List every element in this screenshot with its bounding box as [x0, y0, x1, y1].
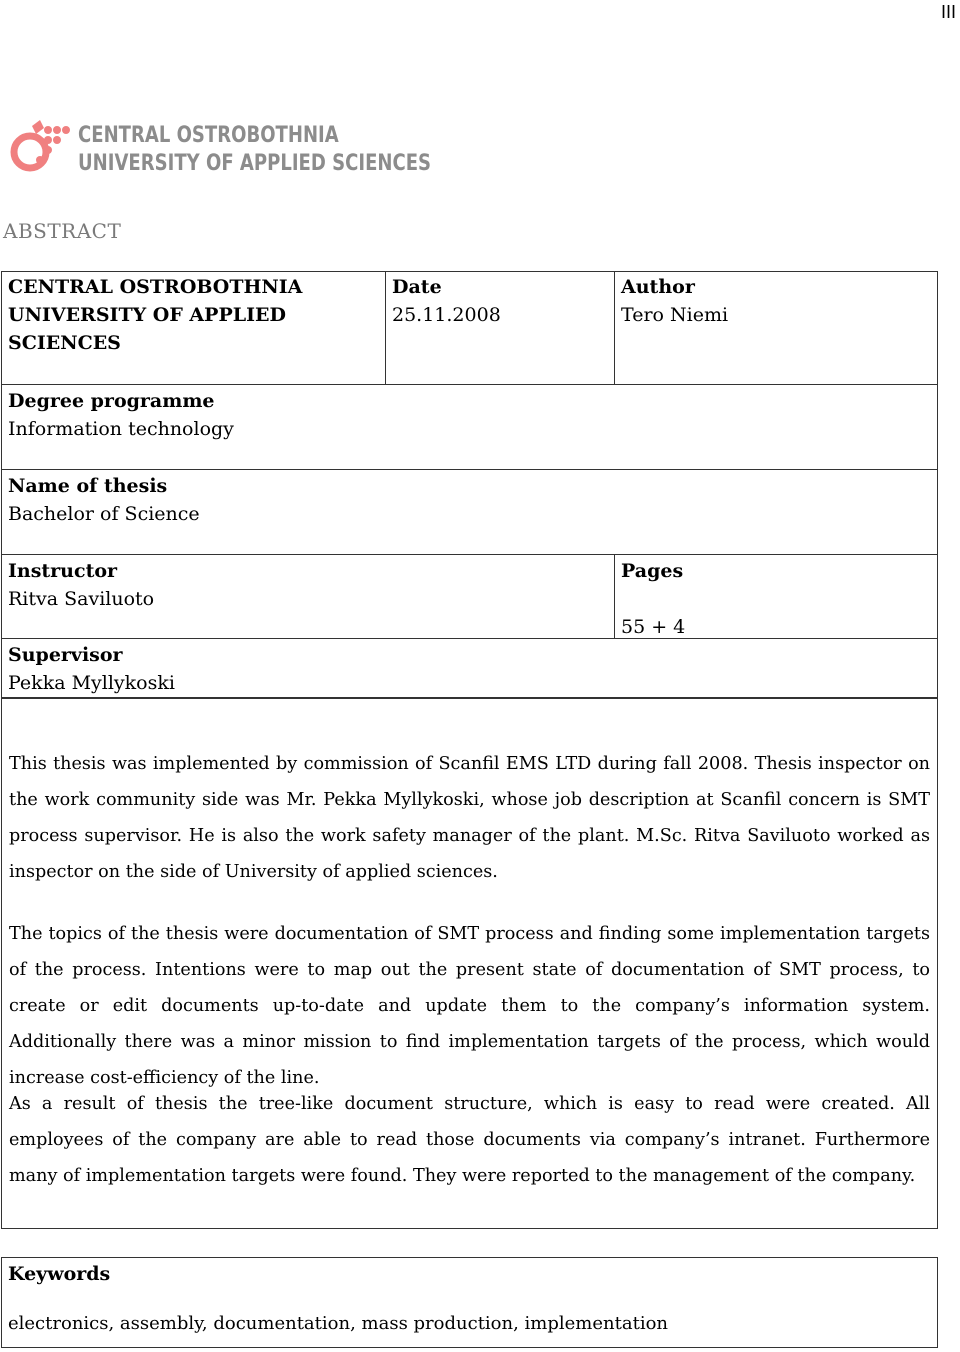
- pages-value: 55 + 4: [621, 616, 686, 638]
- supervisor-cell: [1, 638, 938, 699]
- pages-label: Pages: [621, 560, 684, 582]
- degree-programme-label: Degree programme: [8, 390, 215, 412]
- page-number: III: [940, 2, 956, 22]
- supervisor-value: Pekka Myllykoski: [8, 672, 175, 694]
- university-logo-text: [78, 122, 431, 178]
- abstract-paragraph-3: As a result of thesis the tree-like document structure, which is easy to read were created. All employees of the company are able to read those documents via company’s intranet. Furthermore many of implementation targets were found. They were reported to the management of the company.: [9, 1094, 930, 1186]
- keywords-cell: [1, 1257, 938, 1348]
- pages-cell: [614, 554, 938, 640]
- keywords-label: Keywords: [8, 1263, 111, 1285]
- instructor-cell: [1, 554, 616, 640]
- instructor-value: Ritva Saviluoto: [8, 588, 155, 610]
- logo-line-2: UNIVERSITY OF APPLIED SCIENCES: [78, 151, 432, 176]
- university-logo-mark-icon: [10, 118, 74, 182]
- abstract-paragraph-2: The topics of the thesis were documentation of SMT process and finding some implementation targets of the process. Intentions were to map out the present state of documentation of SMT process, to create or edit documents up-to-date and update them to the company’s information system. Additionally there was a minor mission to find implementation targets of the process, which would increase cost-efficiency of the line.: [9, 924, 930, 1088]
- supervisor-label: Supervisor: [8, 644, 123, 666]
- thesis-name-cell: [1, 469, 938, 556]
- degree-programme-cell: [1, 384, 938, 471]
- institution-line-3: SCIENCES: [8, 332, 121, 354]
- instructor-label: Instructor: [8, 560, 118, 582]
- abstract-body: [1, 697, 938, 1229]
- author-label: Author: [621, 276, 695, 298]
- author-cell: [614, 271, 938, 386]
- university-logo: [10, 118, 440, 182]
- institution-line-2: UNIVERSITY OF APPLIED: [8, 304, 286, 326]
- thesis-name-value: Bachelor of Science: [8, 503, 200, 525]
- date-value: 25.11.2008: [392, 304, 501, 326]
- keywords-value: electronics, assembly, documentation, mass production, implementation: [8, 1313, 669, 1334]
- institution-line-1: CENTRAL OSTROBOTHNIA: [8, 276, 303, 298]
- date-cell: [385, 271, 616, 386]
- degree-programme-value: Information technology: [8, 418, 234, 440]
- author-value: Tero Niemi: [621, 304, 729, 326]
- institution-cell: [1, 271, 387, 386]
- thesis-name-label: Name of thesis: [8, 475, 168, 497]
- abstract-paragraph-1: This thesis was implemented by commission of Scanfil EMS LTD during fall 2008. Thesis inspector on the work community side was Mr. Pekka Myllykoski, whose job description at Scanfil concern is SMT process supervisor. He is also the work safety manager of the plant. M.Sc. Ritva Saviluoto worked as inspector on the side of University of applied sciences.: [9, 754, 930, 882]
- logo-line-1: CENTRAL OSTROBOTHNIA: [78, 123, 339, 148]
- date-label: Date: [392, 276, 442, 298]
- abstract-heading: ABSTRACT: [3, 219, 122, 243]
